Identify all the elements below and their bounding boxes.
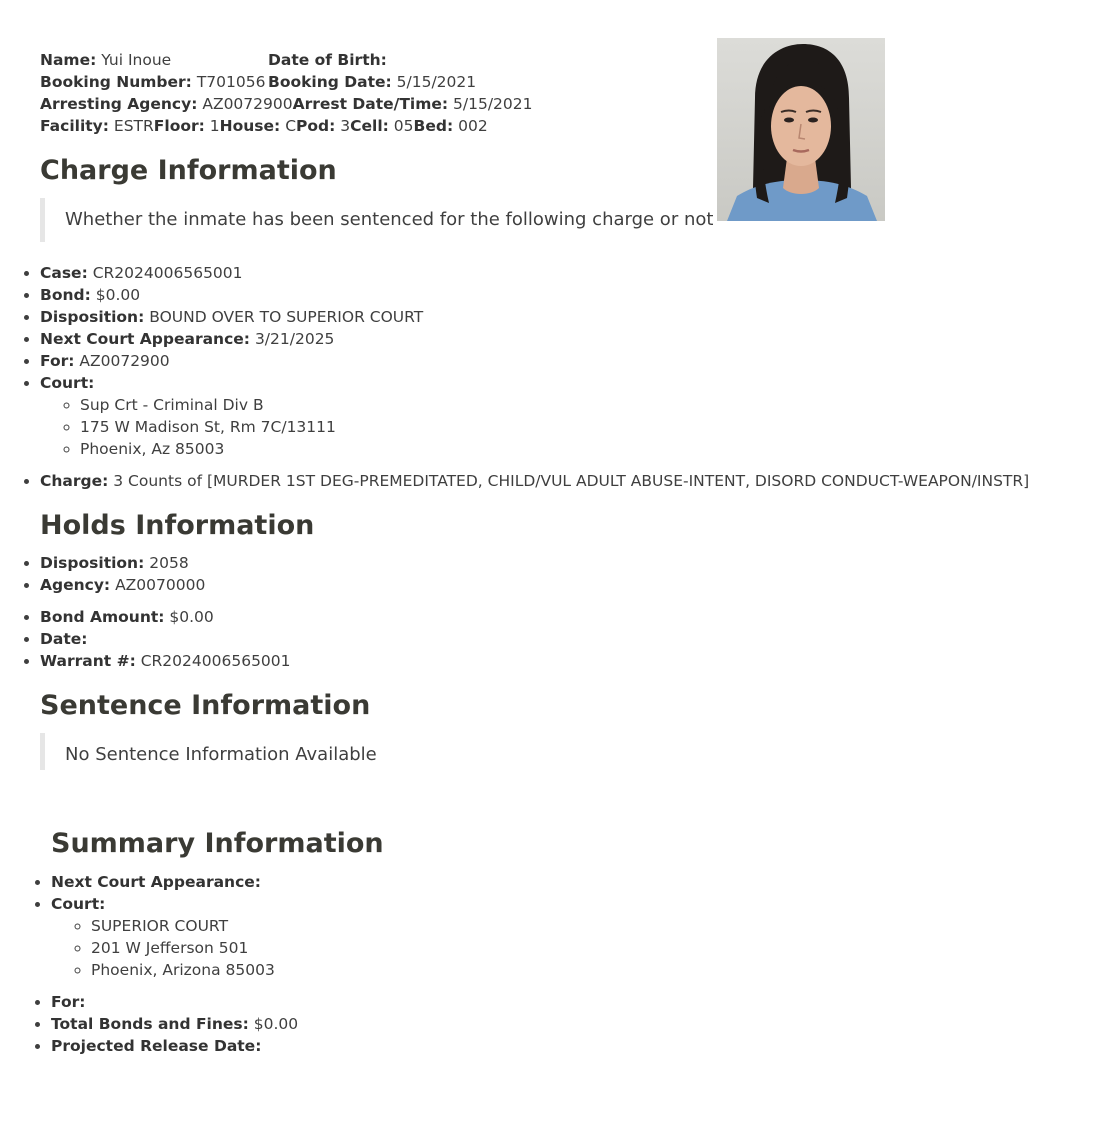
cell-label: Cell: bbox=[350, 117, 389, 135]
court-line: ◦ Phoenix, Az 85003 bbox=[80, 438, 1029, 460]
summary-court-address bbox=[51, 915, 298, 981]
booking-date-field bbox=[268, 73, 476, 91]
next-court-label: Next Court Appearance: bbox=[40, 330, 250, 348]
hold-disposition-value: 2058 bbox=[149, 554, 189, 572]
bond-value: $0.00 bbox=[95, 286, 141, 304]
court-line: ◦ Sup Crt - Criminal Div B bbox=[80, 394, 1029, 416]
summary-court-label: Court: bbox=[51, 895, 106, 913]
bond-amount-value: $0.00 bbox=[169, 608, 214, 626]
court-address bbox=[40, 394, 1029, 460]
bond-amount-label: Bond Amount: bbox=[40, 608, 165, 626]
list-item bbox=[51, 893, 298, 981]
list-item bbox=[40, 650, 291, 672]
summary-list bbox=[11, 871, 298, 1057]
holds-list bbox=[0, 552, 205, 596]
case-label: Case: bbox=[40, 264, 88, 282]
house-label: House: bbox=[219, 117, 281, 135]
list-item bbox=[40, 574, 205, 596]
arresting-agency-field bbox=[40, 95, 293, 113]
list-item bbox=[40, 628, 291, 650]
court-line: ◦ 175 W Madison St, Rm 7C/13111 bbox=[80, 416, 1029, 438]
disposition-value: BOUND OVER TO SUPERIOR COURT bbox=[149, 308, 424, 326]
arresting-agency-label: Arresting Agency: bbox=[40, 95, 198, 113]
court-line: ◦ 201 W Jefferson 501 bbox=[91, 937, 298, 959]
arrest-datetime-field bbox=[293, 95, 533, 113]
detail-row-1 bbox=[40, 49, 533, 71]
list-item bbox=[51, 1013, 298, 1035]
facility-value: ESTR bbox=[113, 117, 154, 135]
summary-heading: Summary Information bbox=[51, 828, 384, 859]
list-item bbox=[51, 1035, 298, 1057]
charge-heading: Charge Information bbox=[40, 155, 337, 186]
hold-agency-label: Agency: bbox=[40, 576, 111, 594]
summary-for-label: For: bbox=[51, 993, 86, 1011]
bond-label: Bond: bbox=[40, 286, 91, 304]
booking-photo bbox=[717, 38, 885, 221]
cell-value: 05 bbox=[393, 117, 414, 135]
sentence-note: No Sentence Information Available bbox=[40, 733, 377, 770]
pod-label: Pod: bbox=[296, 117, 336, 135]
holds-heading: Holds Information bbox=[40, 510, 315, 541]
arrest-datetime-value: 5/15/2021 bbox=[453, 95, 533, 113]
for-label: For: bbox=[40, 352, 75, 370]
detail-row-4 bbox=[40, 115, 533, 137]
charge-note: Whether the inmate has been sentenced for the following charge or not bbox=[40, 198, 713, 242]
floor-value: 1 bbox=[209, 117, 220, 135]
name-value: Yui Inoue bbox=[101, 51, 172, 69]
hold-disposition-label: Disposition: bbox=[40, 554, 145, 572]
booking-number-label: Booking Number: bbox=[40, 73, 192, 91]
case-value: CR2024006565001 bbox=[92, 264, 243, 282]
list-item bbox=[40, 284, 1029, 306]
inmate-details bbox=[40, 49, 533, 137]
name-field bbox=[40, 49, 268, 71]
list-item bbox=[40, 262, 1029, 284]
total-bonds-label: Total Bonds and Fines: bbox=[51, 1015, 249, 1033]
summary-next-court-label: Next Court Appearance: bbox=[51, 873, 261, 891]
list-item bbox=[40, 470, 1029, 492]
bed-value: 002 bbox=[458, 117, 488, 135]
booking-number-field bbox=[40, 71, 268, 93]
release-date-label: Projected Release Date: bbox=[51, 1037, 262, 1055]
list-item bbox=[40, 606, 291, 628]
arresting-agency-value: AZ0072900 bbox=[202, 95, 293, 113]
list-item bbox=[51, 991, 298, 1013]
for-value: AZ0072900 bbox=[79, 352, 170, 370]
facility-label: Facility: bbox=[40, 117, 109, 135]
charge-list bbox=[0, 262, 1029, 492]
booking-date-value: 5/15/2021 bbox=[396, 73, 477, 91]
court-line: ◦ SUPERIOR COURT bbox=[91, 915, 298, 937]
name-label: Name: bbox=[40, 51, 97, 69]
dob-field bbox=[268, 51, 387, 69]
warrant-value: CR2024006565001 bbox=[140, 652, 291, 670]
booking-number-value: T701056 bbox=[196, 73, 266, 91]
list-item bbox=[51, 871, 298, 893]
hold-date-label: Date: bbox=[40, 630, 88, 648]
list-item bbox=[40, 372, 1029, 460]
house-value: C bbox=[285, 117, 297, 135]
list-item bbox=[40, 306, 1029, 328]
dob-label: Date of Birth: bbox=[268, 51, 387, 69]
court-line: ◦ Phoenix, Arizona 85003 bbox=[91, 959, 298, 981]
next-court-value: 3/21/2025 bbox=[254, 330, 335, 348]
charge-value: 3 Counts of [MURDER 1ST DEG-PREMEDITATED, CHILD/VUL ADULT ABUSE-INTENT, DISORD CONDUCT-WEAPON/INSTR] bbox=[113, 472, 1030, 490]
charge-label: Charge: bbox=[40, 472, 109, 490]
detail-row-3 bbox=[40, 93, 533, 115]
hold-agency-value: AZ0070000 bbox=[115, 576, 206, 594]
list-item bbox=[40, 350, 1029, 372]
total-bonds-value: $0.00 bbox=[253, 1015, 299, 1033]
arrest-datetime-label: Arrest Date/Time: bbox=[292, 95, 449, 113]
bed-label: Bed: bbox=[413, 117, 454, 135]
pod-value: 3 bbox=[340, 117, 351, 135]
holds-list-2 bbox=[0, 606, 291, 672]
list-item bbox=[40, 552, 205, 574]
floor-label: Floor: bbox=[153, 117, 205, 135]
booking-date-label: Booking Date: bbox=[268, 73, 392, 91]
sentence-heading: Sentence Information bbox=[40, 690, 371, 721]
warrant-label: Warrant #: bbox=[40, 652, 136, 670]
disposition-label: Disposition: bbox=[40, 308, 145, 326]
list-item bbox=[40, 328, 1029, 350]
detail-row-2 bbox=[40, 71, 533, 93]
court-label: Court: bbox=[40, 374, 95, 392]
